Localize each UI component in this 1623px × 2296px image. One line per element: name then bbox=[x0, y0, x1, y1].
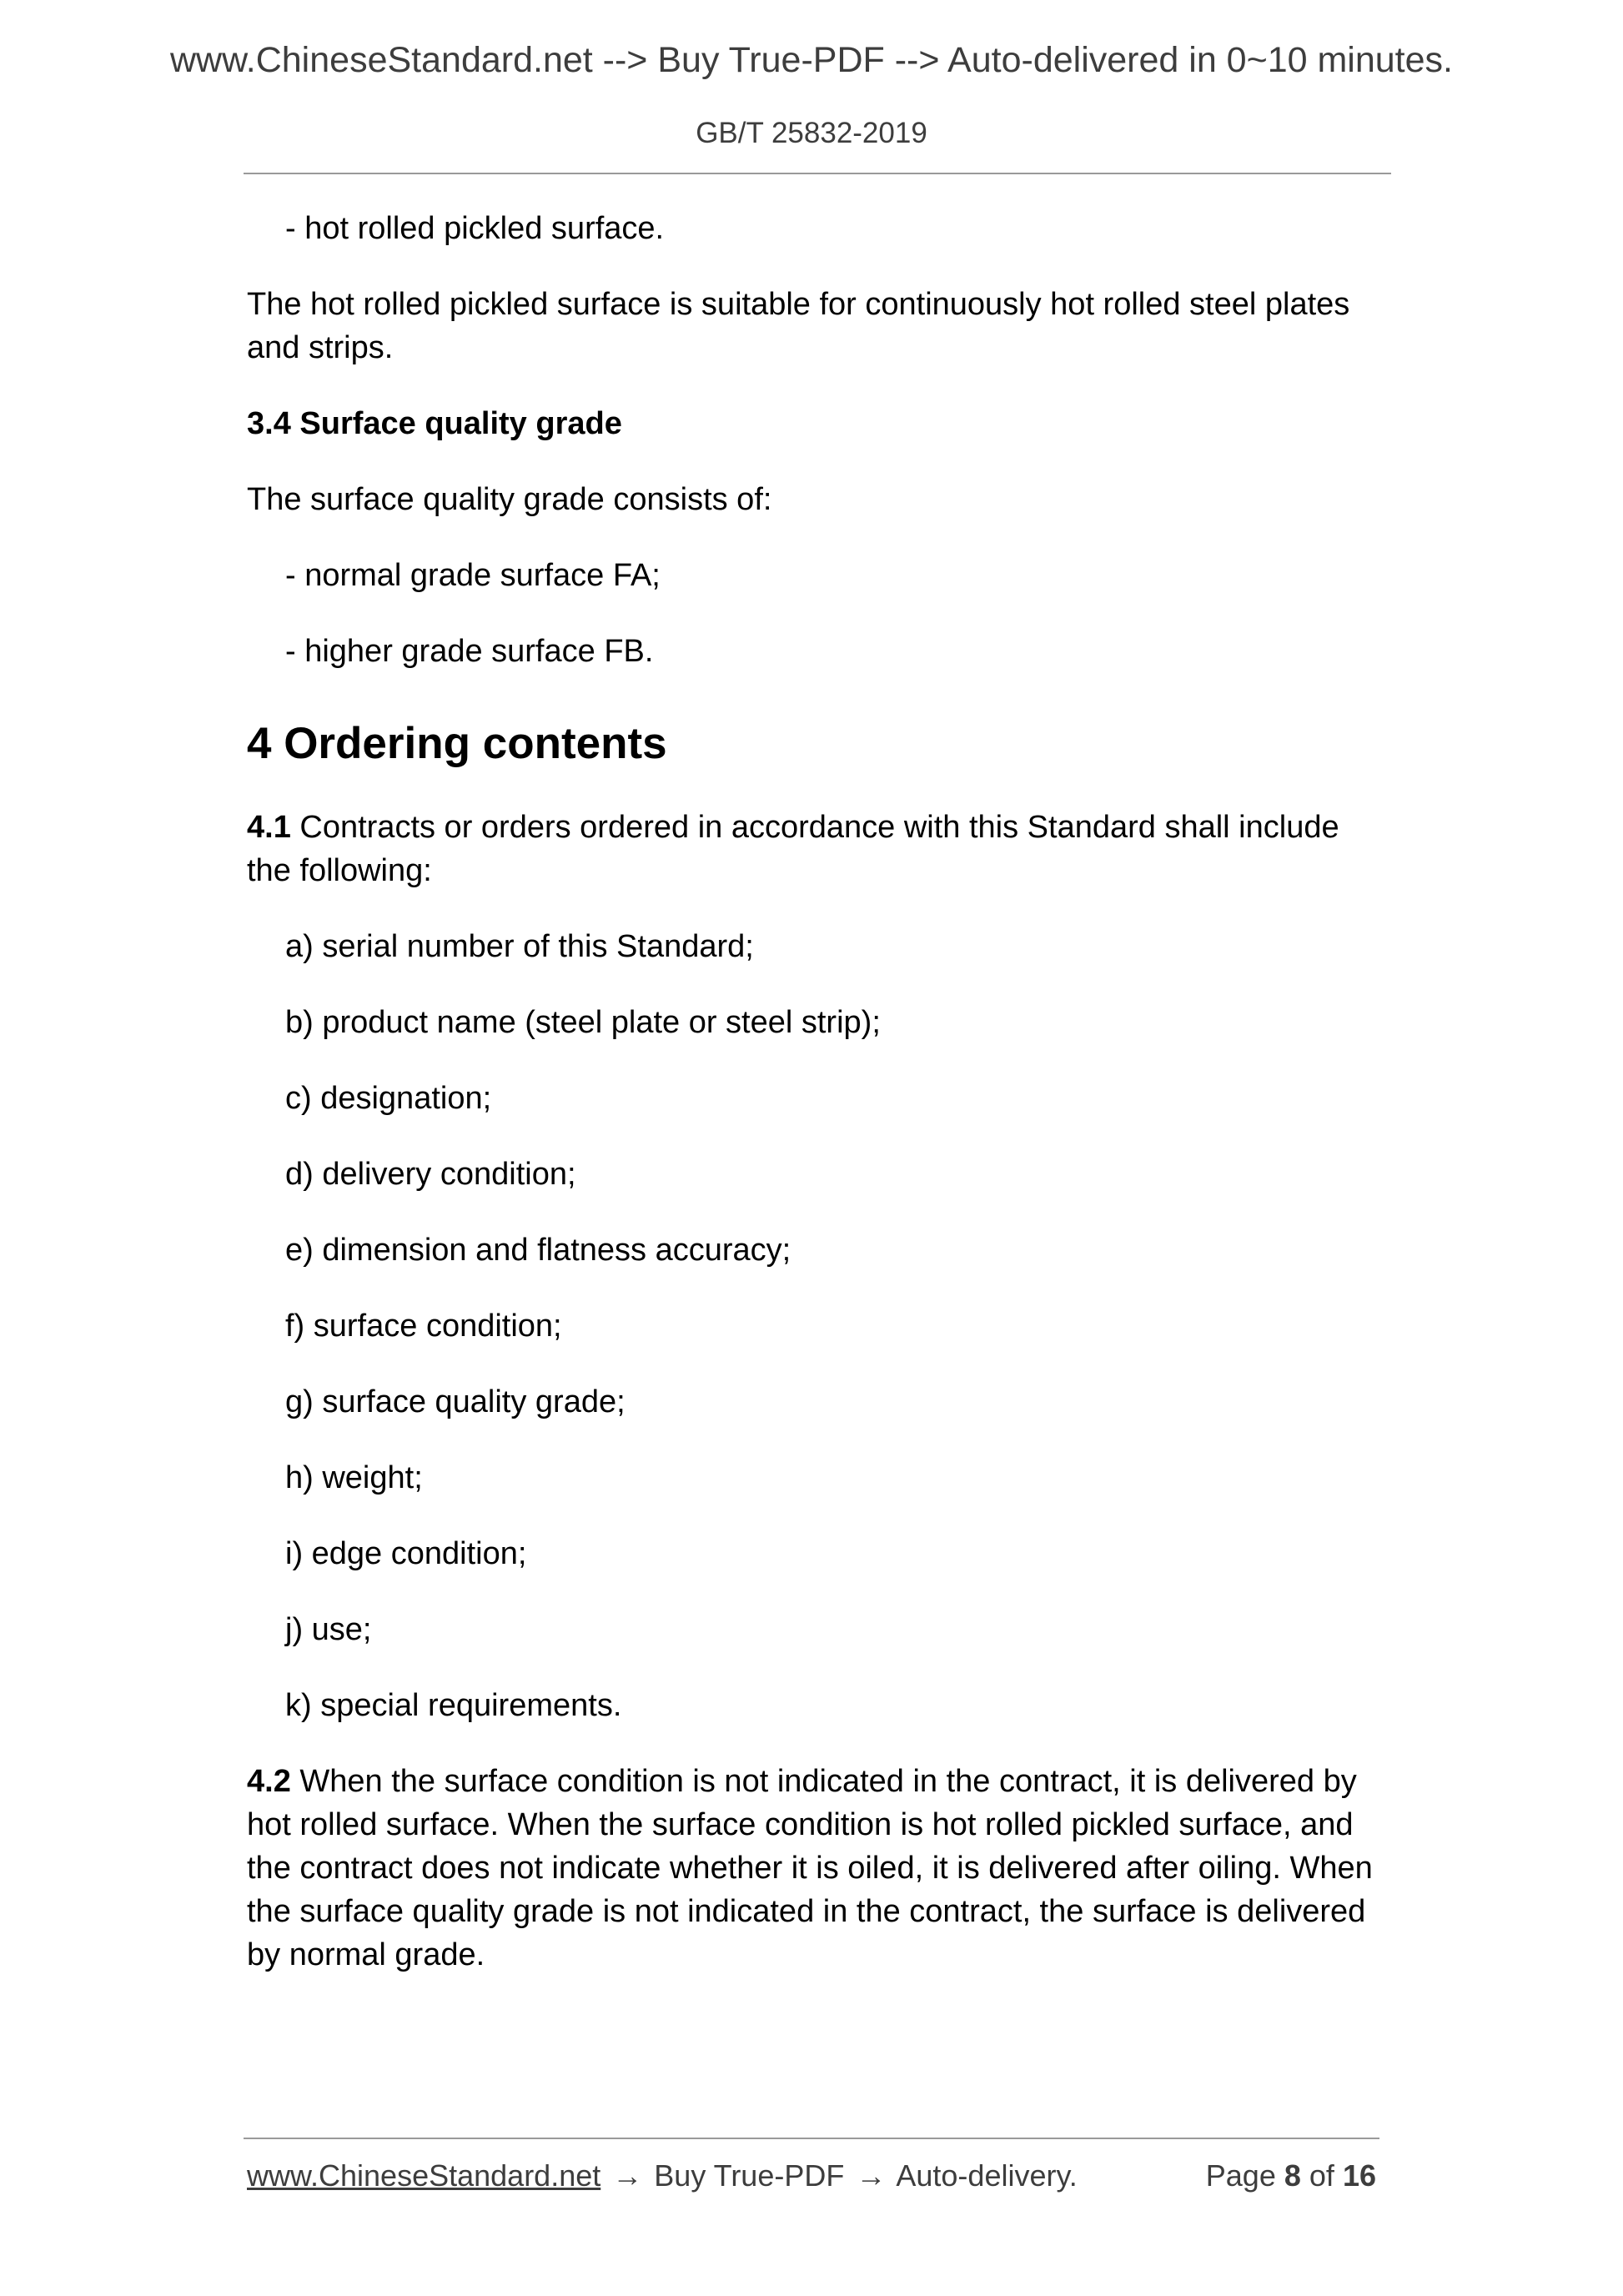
section-4-2-paragraph-line bbox=[247, 1760, 1398, 1803]
ordering-item: g) surface quality grade; bbox=[285, 1384, 626, 1419]
section-4-1-paragraph-line bbox=[247, 806, 1398, 849]
footer-buy-text: Buy True-PDF bbox=[654, 2158, 845, 2193]
arrow-right-icon: → bbox=[856, 2158, 887, 2193]
top-banner: www.ChineseStandard.net --> Buy True-PDF --> Auto-delivered in 0~10 minutes. bbox=[169, 40, 1453, 80]
section-4-2-paragraph-line: the contract does not indicate whether it is oiled, it is delivered after oiling. When bbox=[247, 1851, 1373, 1886]
quality-grade-item: - normal grade surface FA; bbox=[285, 558, 661, 593]
header-divider bbox=[244, 173, 1391, 174]
ordering-item: a) serial number of this Standard; bbox=[285, 929, 754, 964]
arrow-right-icon: → bbox=[612, 2158, 643, 2193]
quality-grade-item: - higher grade surface FB. bbox=[285, 634, 654, 669]
section-4-2-paragraph-line: hot rolled surface. When the surface condition is hot rolled pickled surface, and bbox=[247, 1807, 1354, 1842]
footer-delivery-text: Auto-delivery. bbox=[896, 2158, 1078, 2193]
hot-pickled-paragraph-line: The hot rolled pickled surface is suitable for continuously hot rolled steel plates bbox=[247, 287, 1350, 322]
document-code: GB/T 25832-2019 bbox=[696, 117, 927, 149]
page-number bbox=[1206, 2158, 1376, 2193]
ordering-item: b) product name (steel plate or steel strip); bbox=[285, 1005, 881, 1040]
ordering-item: h) weight; bbox=[285, 1460, 423, 1495]
ordering-item: i) edge condition; bbox=[285, 1536, 527, 1571]
page-footer bbox=[247, 2158, 1379, 2193]
current-page: 8 bbox=[1284, 2158, 1301, 2193]
ordering-item: c) designation; bbox=[285, 1081, 492, 1116]
section-4-2-paragraph-line: by normal grade. bbox=[247, 1937, 485, 1972]
total-pages: 16 bbox=[1342, 2158, 1376, 2193]
section-4-heading: 4 Ordering contents bbox=[247, 719, 667, 768]
section-4-1-paragraph-line: the following: bbox=[247, 853, 432, 888]
ordering-item: e) dimension and flatness accuracy; bbox=[285, 1233, 791, 1268]
ordering-item: d) delivery condition; bbox=[285, 1157, 576, 1192]
document-body bbox=[247, 207, 1398, 1977]
section-3-4-heading: 3.4 Surface quality grade bbox=[247, 406, 622, 441]
section-4-2-text: When the surface condition is not indicated in the contract, it is delivered by bbox=[290, 1764, 1357, 1799]
ordering-item: f) surface condition; bbox=[285, 1309, 562, 1344]
section-4-1-text: Contracts or orders ordered in accordance with this Standard shall include bbox=[290, 810, 1339, 845]
page-of-label: of bbox=[1309, 2158, 1334, 2193]
hot-pickled-item: - hot rolled pickled surface. bbox=[285, 211, 665, 246]
section-4-1-number: 4.1 bbox=[247, 810, 291, 845]
page-label: Page bbox=[1205, 2158, 1276, 2193]
ordering-item: k) special requirements. bbox=[285, 1688, 622, 1723]
section-4-2-paragraph-line: the surface quality grade is not indicated in the contract, the surface is delivered bbox=[247, 1894, 1366, 1929]
section-3-4-intro: The surface quality grade consists of: bbox=[247, 482, 772, 517]
section-4-2-number: 4.2 bbox=[247, 1764, 291, 1799]
footer-divider bbox=[244, 2138, 1379, 2139]
footer-website-link[interactable]: www.ChineseStandard.net bbox=[247, 2158, 601, 2193]
hot-pickled-paragraph-line: and strips. bbox=[247, 330, 394, 365]
ordering-item: j) use; bbox=[285, 1612, 372, 1647]
